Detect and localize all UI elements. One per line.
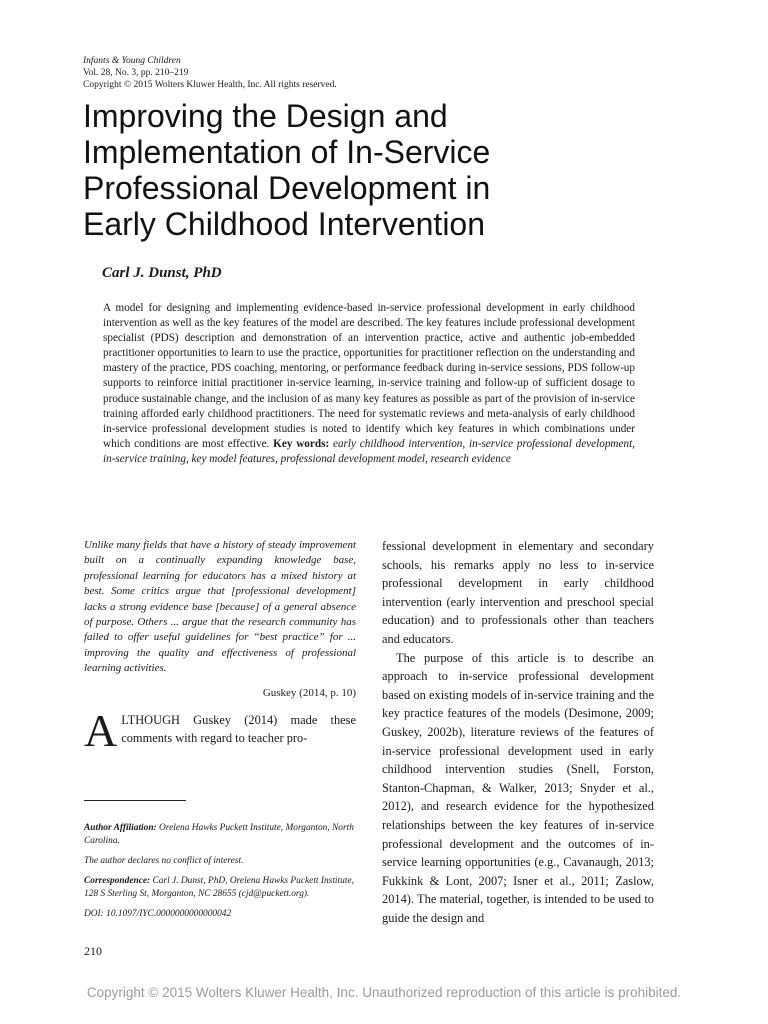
epigraph: Unlike many fields that have a history of steady improvement built on a continually expanding knowledge base, professional learning for educators has a mixed history at best. Some critics argue that [professional development] lacks a strong evidence base [because] of a general absence of purpose. Others ... argue that the research community has failed to offer useful guidelines for “best practice” for ... improving the quality and effectiveness of professional learning activities. (84, 539, 356, 675)
keywords: early childhood intervention, in-service professional development, in-service training, key model features, professional development model, research evidence (103, 437, 635, 465)
left-column (84, 538, 356, 756)
correspondence-text: Carl J. Dunst, PhD, Orelena Hawks Puckett Institute, 128 S Sterling St, Morganton, NC 28655 (cjd@puckett.org). (84, 876, 354, 899)
body-paragraph: The purpose of this article is to describe an approach to in-service professional development based on existing models of in-service training and the key practice features of the models (Desimone, 2009; Guskey, 2002b), literature reviews of the features of in-service professional development used in early childhood intervention studies (Snell, Forston, Stanton-Chapman, & Walker, 2013; Snyder et al., 2012), and research evidence for the hypothesized relationships between the key features of in-service professional development and the outcomes of in-service learning opportunities (e.g., Cavanaugh, 2013; Fukkink & Lont, 2007; Isner et al., 2011; Zaslow, 2014). The material, together, is intended to be used to guide the design and (382, 650, 654, 925)
conflict-note: The author declares no conflict of interest. (84, 856, 244, 866)
title-line: Early Childhood Intervention (83, 206, 486, 242)
journal-name: Infants & Young Children (83, 56, 181, 66)
journal-meta (83, 55, 337, 91)
title-line: Improving the Design and (83, 98, 448, 134)
doi-note: DOI: 10.1097/IYC.0000000000000042 (84, 909, 232, 919)
title-line: Professional Development in (83, 170, 491, 206)
drop-cap: A (84, 704, 118, 756)
epigraph-citation: Guskey (2014, p. 10) (262, 686, 356, 699)
body-paragraph: fessional development in elementary and secondary schools, his remarks apply no less to in-service professional development in early childhood intervention (early intervention and preschool special education) and to professionals other than teachers and educators. (382, 539, 654, 646)
correspondence-label: Correspondence: (84, 876, 151, 886)
correspondence-note (84, 875, 356, 901)
affiliation-note (84, 822, 356, 848)
opening-paragraph (84, 704, 356, 756)
copyright-footer: Copyright © 2015 Wolters Kluwer Health, Inc. Unauthorized reproduction of this article is prohibited. (86, 985, 682, 1000)
footnote-divider (84, 800, 186, 801)
affiliation-label: Author Affiliation: (84, 823, 157, 833)
abstract-text: A model for designing and implementing evidence-based in-service professional development in early childhood intervention as well as the key features of the model are described. The key features include professional development specialist (PDS) description and demonstration of an intervention practice, active and authentic job-embedded practitioner opportunities to learn to use the practice, opportunities for practitioner reflection on the understanding and mastery of the practice, PDS coaching, mentoring, or performance feedback during in-service sessions, PDS follow-up supports to reinforce initial practitioner in-service learning, in-service training and follow-up of sufficient dosage to produce sustainable change, and the inclusion of as many key features as possible as part of the provision of in-service training afforded early childhood practitioners. The need for systematic reviews and meta-analysis of early childhood in-service professional development studies is noted to identify which key features in which combinations under which conditions are most effective. (103, 302, 635, 450)
author-name: Carl J. Dunst, PhD (102, 265, 222, 281)
affiliation-text: Orelena Hawks Puckett Institute, Morganton, North Carolina. (84, 823, 354, 846)
keywords-label: Key words: (273, 437, 330, 450)
article-title (83, 98, 703, 242)
abstract (103, 301, 635, 467)
opening-text: LTHOUGH Guskey (2014) made these comments with regard to teacher pro- (121, 712, 356, 746)
title-line: Implementation of In-Service (83, 134, 491, 170)
page-number: 210 (84, 944, 102, 958)
author-notes (84, 822, 356, 928)
journal-copyright: Copyright © 2015 Wolters Kluwer Health, Inc. All rights reserved. (83, 80, 337, 90)
journal-volume: Vol. 28, No. 3, pp. 210–219 (83, 68, 189, 78)
right-column (382, 537, 654, 927)
